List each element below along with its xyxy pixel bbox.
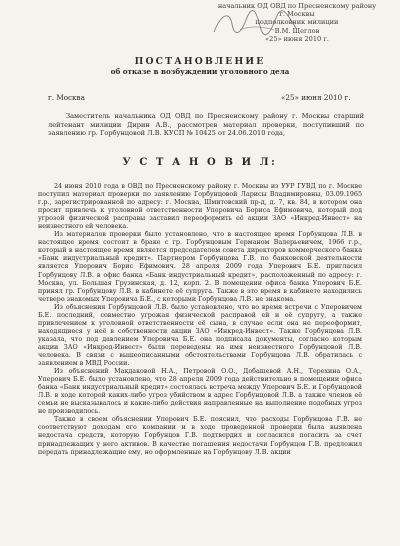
document-body — [38, 183, 362, 457]
document-date: «25» июня 2010 г. — [281, 93, 351, 102]
body-paragraph: Из объяснений Макдаковой Н.А., Петровой О.О., Добашевой А.Н., Терехина О.А., Уперович Б.Е. было установлено, что 28 апреля 2009 года действительно в помещении офиса банка «Банк индустриальный кредит» состоялась встреча между Уперович Б.Е. и Горбунцовой Л.В. в ходе которой каких-либо угроз убийством в адрес Горбунцовой Л.В. а также членов её семьи не высказывалось и какие-либо действия направленные на выполнение подобных угроз не производилось. — [38, 368, 362, 416]
approval-line: «25» июня 2010 г. — [265, 34, 329, 43]
body-paragraph: Из материалов проверки было установлено, что в настоящее время Горбунцова Л.В. в настоящее время состоит в браке с гр. Горбунцовым Германом Валерьевичем, 1966 г.р., который в настоящее время является председателем совета директоров коммерческого банка «Банк индустриальный кредит». Партнером Горбунцова Г.В. по банковской деятельности является Уперович Борис Ефимович. 28 апреля 2009 года Уперович Б.Е. пригласил Горбунцову Л.В. в офис банка «Банк индустриальный кредит», расположенный по адресу: г. Москва, ул. Большая Грузинская, д. 12, корп. 2. В помещении офиса банка Уперович Б.Е. принял гр. Горбунцову Л.В. в кабинете её супруга. Также в это время в кабинете находились четверо знакомых Уперовича Б.Е., с которыми Горбунцова Л.В. не знакома. — [38, 231, 362, 303]
intro-paragraph: Заместитель начальника ОД ОВД по Пресненскому району г. Москвы старший лейтенант милиции Дирин А.В., рассмотрев материал проверки, поступивший по заявлению гр. Горбунцовой Л.В. КУСП № 10425 от 24.06.2010 года, — [48, 112, 364, 138]
body-paragraph: Также в своем объяснении Уперович Б.Е. пояснил, что расходы Горбунцова Г.В. не соответствуют доходам его компании и в ходе проведенной проверки была выявлена недостача средств, которую Горбунцов Г.В. подтвердил и согласился погасить за счет принадлежащих у него активов. В качестве погашения недостачи Горбунцов Г.В. предложил передать принадлежащие ему, но оформленные на Горбунцову Л.В. акции — [38, 416, 362, 456]
section-heading: У С Т А Н О В И Л: — [122, 157, 278, 168]
document-title: ПОСТАНОВЛЕНИЕ — [134, 56, 266, 67]
document-place: г. Москва — [48, 93, 85, 102]
signature-icon — [210, 6, 300, 40]
approval-line: В.М. Щеглов — [274, 26, 320, 35]
approval-line: подполковник милиции — [255, 18, 339, 27]
approval-line: начальник ОД ОВД по Пресненскому району — [217, 2, 377, 10]
approval-line: г. Москвы — [279, 10, 315, 19]
document-subtitle: об отказе в возбуждении уголовного дела — [110, 67, 290, 76]
body-paragraph: 24 июня 2010 года в ОВД по Пресненскому району г. Москвы из УУР ГУВД по г. Москве поступил материал проверки по заявлению Горбунцовой Ларисы Владимировны, 03.09.1965 г.р., зарегистрированной по адресу: г. Москва, Шмитовский пр-д, д. 7, кв. 84, в котором она просит привлечь к уголовной ответственности Уперовича Бориса Ефимовича, который под угрозой физической расправы заставил переоформить её акции ЗАО «Инкред-Инвест» на неизвестного ей человека. — [38, 183, 362, 231]
body-paragraph: Из объяснения Горбунцовой Л.В. было установлено, что во время встречи с Уперовичем Б.Е. последний, совместно угрожая физической расправой ей и её супругу, а также привлечением к уголовной ответственности её сына, в случае если она не переоформит, находящиеся у неё в собственности акции ЗАО «Инкред-Инвест». Также Горбунцова Л.В. указала, что под давлением Уперовича Б.Е. она подписала документы, согласно которым акции ЗАО «Инкред-Инвест» были переведены на имя неизвестного Горбунцовой Л.В. человека. В связи с вышеописанными обстоятельствами Горбунцова Л.В. обратилась с заявлением в МВД России. — [38, 303, 362, 368]
